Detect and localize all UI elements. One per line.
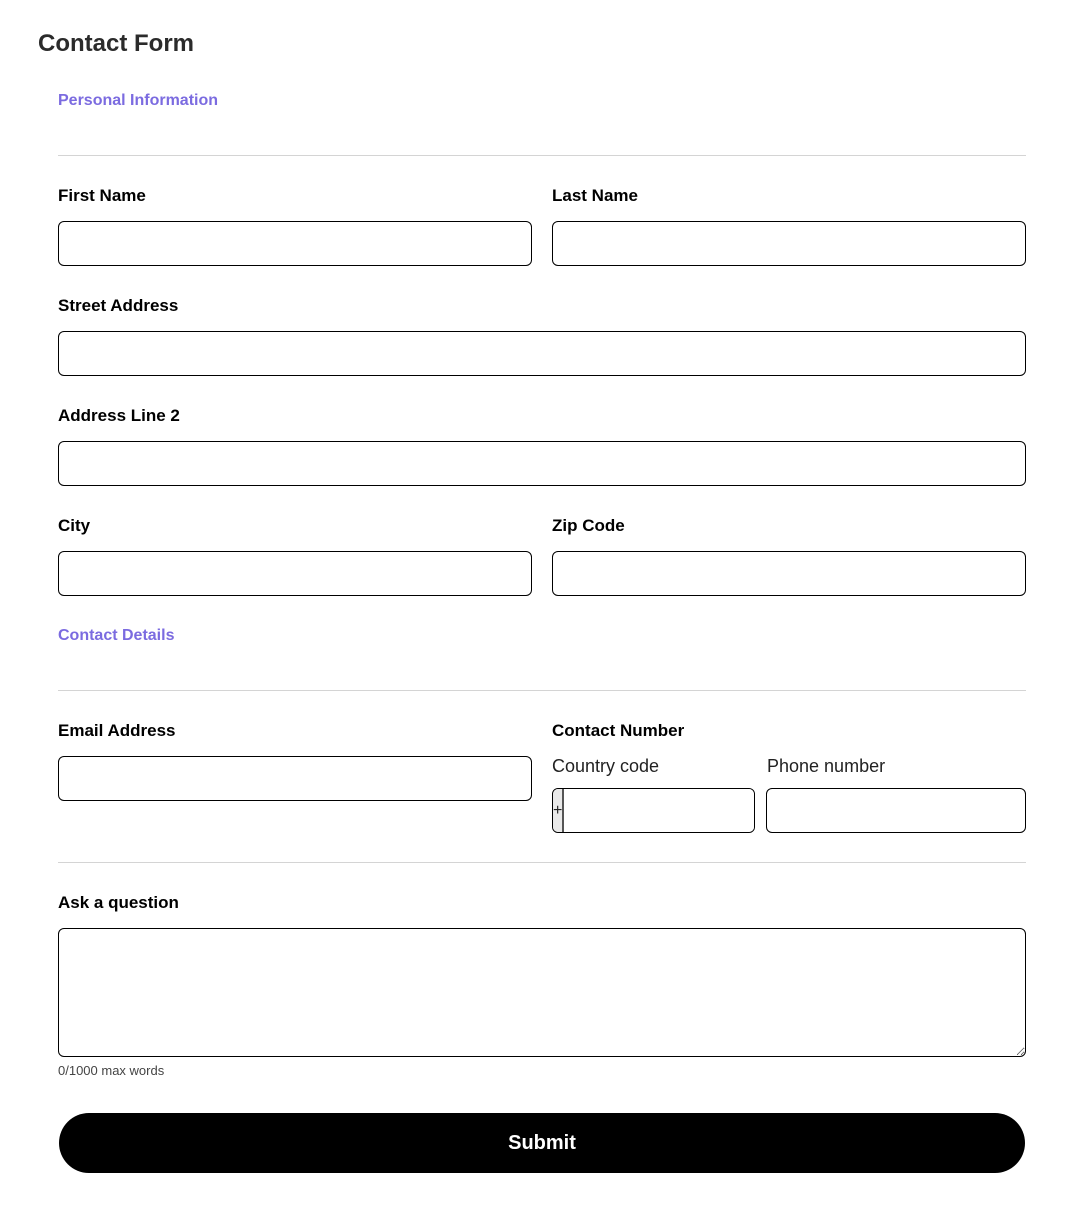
page-title: Contact Form [38, 30, 194, 57]
question-label: Ask a question [58, 893, 179, 912]
city-label: City [58, 516, 91, 535]
address-line-2-label: Address Line 2 [58, 406, 180, 425]
word-counter: 0/1000 max words [58, 1063, 165, 1078]
last-name-input[interactable] [552, 221, 1026, 266]
email-label: Email Address [58, 721, 176, 740]
country-code-input[interactable] [564, 789, 755, 832]
zip-code-input[interactable] [552, 551, 1026, 596]
divider [58, 690, 1026, 691]
divider [58, 862, 1026, 863]
street-address-input[interactable] [58, 331, 1026, 376]
section-contact-details: Contact Details [58, 627, 175, 644]
contact-number-label: Contact Number [552, 721, 685, 740]
first-name-label: First Name [58, 186, 146, 205]
first-name-input[interactable] [58, 221, 532, 266]
zip-code-label: Zip Code [552, 516, 625, 535]
section-personal-information: Personal Information [58, 92, 219, 109]
street-address-label: Street Address [58, 296, 179, 315]
question-textarea[interactable] [58, 928, 1026, 1057]
submit-button[interactable]: Submit [59, 1113, 1025, 1173]
country-code-field [552, 788, 755, 833]
divider [58, 155, 1026, 156]
phone-number-label: Phone number [767, 756, 886, 776]
phone-number-input[interactable] [766, 788, 1026, 833]
plus-prefix: + [553, 789, 564, 832]
last-name-label: Last Name [552, 186, 638, 205]
country-code-label: Country code [552, 756, 660, 776]
address-line-2-input[interactable] [58, 441, 1026, 486]
email-input[interactable] [58, 756, 532, 801]
city-input[interactable] [58, 551, 532, 596]
